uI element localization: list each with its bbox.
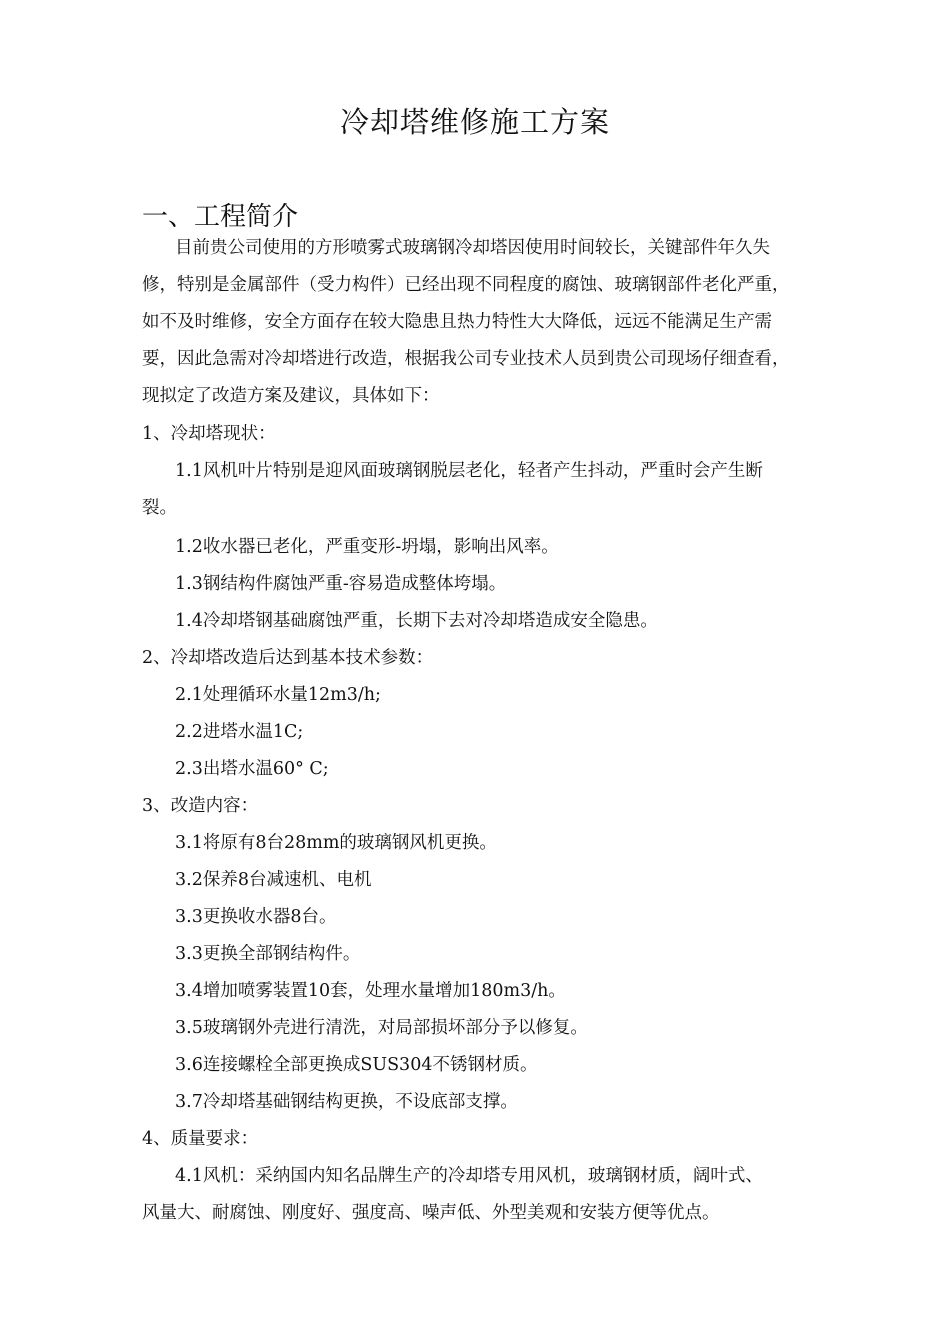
quality-item-1-line-2: 风量大、耐腐蚀、刚度好、强度高、噪声低、外型美观和安装方便等优点。: [142, 1203, 720, 1223]
renovation-item-6: 3.5玻璃钢外壳进行清洗，对局部损坏部分予以修复。: [175, 1018, 588, 1038]
intro-line-4: 要，因此急需对冷却塔进行改造，根据我公司专业技术人员到贵公司现场仔细查看，: [142, 349, 790, 369]
intro-line-3: 如不及时维修，安全方面存在较大隐患且热力特性大大降低，远远不能满足生产需: [142, 312, 772, 332]
parameter-item-3: 2.3出塔水温60° C;: [175, 759, 329, 779]
renovation-item-7: 3.6连接螺栓全部更换成SUS304不锈钢材质。: [175, 1055, 538, 1075]
renovation-item-5: 3.4增加喷雾装置10套，处理水量增加180m3/h。: [175, 981, 566, 1001]
subheading-quality: 4、质量要求：: [142, 1129, 259, 1149]
status-item-1-line-1: 1.1风机叶片特别是迎风面玻璃钢脱层老化，轻者产生抖动，严重时会产生断: [175, 461, 763, 481]
renovation-item-4: 3.3更换全部钢结构件。: [175, 944, 361, 964]
subheading-parameters: 2、冷却塔改造后达到基本技术参数：: [142, 648, 434, 668]
intro-line-2: 修，特别是金属部件（受力构件）已经出现不同程度的腐蚀、玻璃钢部件老化严重，: [142, 275, 790, 295]
status-item-3: 1.3钢结构件腐蚀严重-容易造成整体垮塌。: [175, 574, 507, 594]
document-title: 冷却塔维修施工方案: [339, 105, 610, 139]
intro-line-1: 目前贵公司使用的方形喷雾式玻璃钢冷却塔因使用时间较长，关键部件年久失: [175, 238, 770, 258]
status-item-1-line-2: 裂。: [142, 498, 177, 518]
subheading-renovation: 3、改造内容：: [142, 796, 259, 816]
intro-line-5: 现拟定了改造方案及建议，具体如下：: [142, 386, 440, 406]
renovation-item-2: 3.2保养8台减速机、电机: [175, 870, 372, 890]
renovation-item-1: 3.1将原有8台28mm的玻璃钢风机更换。: [175, 833, 497, 853]
section-heading-overview: 一、工程简介: [142, 202, 299, 232]
parameter-item-2: 2.2进塔水温1C;: [175, 722, 304, 742]
parameter-item-1: 2.1处理循环水量12m3/h;: [175, 685, 381, 705]
renovation-item-8: 3.7冷却塔基础钢结构更换，不设底部支撑。: [175, 1092, 518, 1112]
status-item-4: 1.4冷却塔钢基础腐蚀严重，长期下去对冷却塔造成安全隐患。: [175, 611, 658, 631]
quality-item-1-line-1: 4.1风机：采纳国内知名品牌生产的冷却塔专用风机，玻璃钢材质，阔叶式、: [175, 1166, 763, 1186]
subheading-status: 1、冷却塔现状：: [142, 424, 276, 444]
renovation-item-3: 3.3更换收水器8台。: [175, 907, 337, 927]
status-item-2: 1.2收水器已老化，严重变形-坍塌，影响出风率。: [175, 537, 559, 557]
